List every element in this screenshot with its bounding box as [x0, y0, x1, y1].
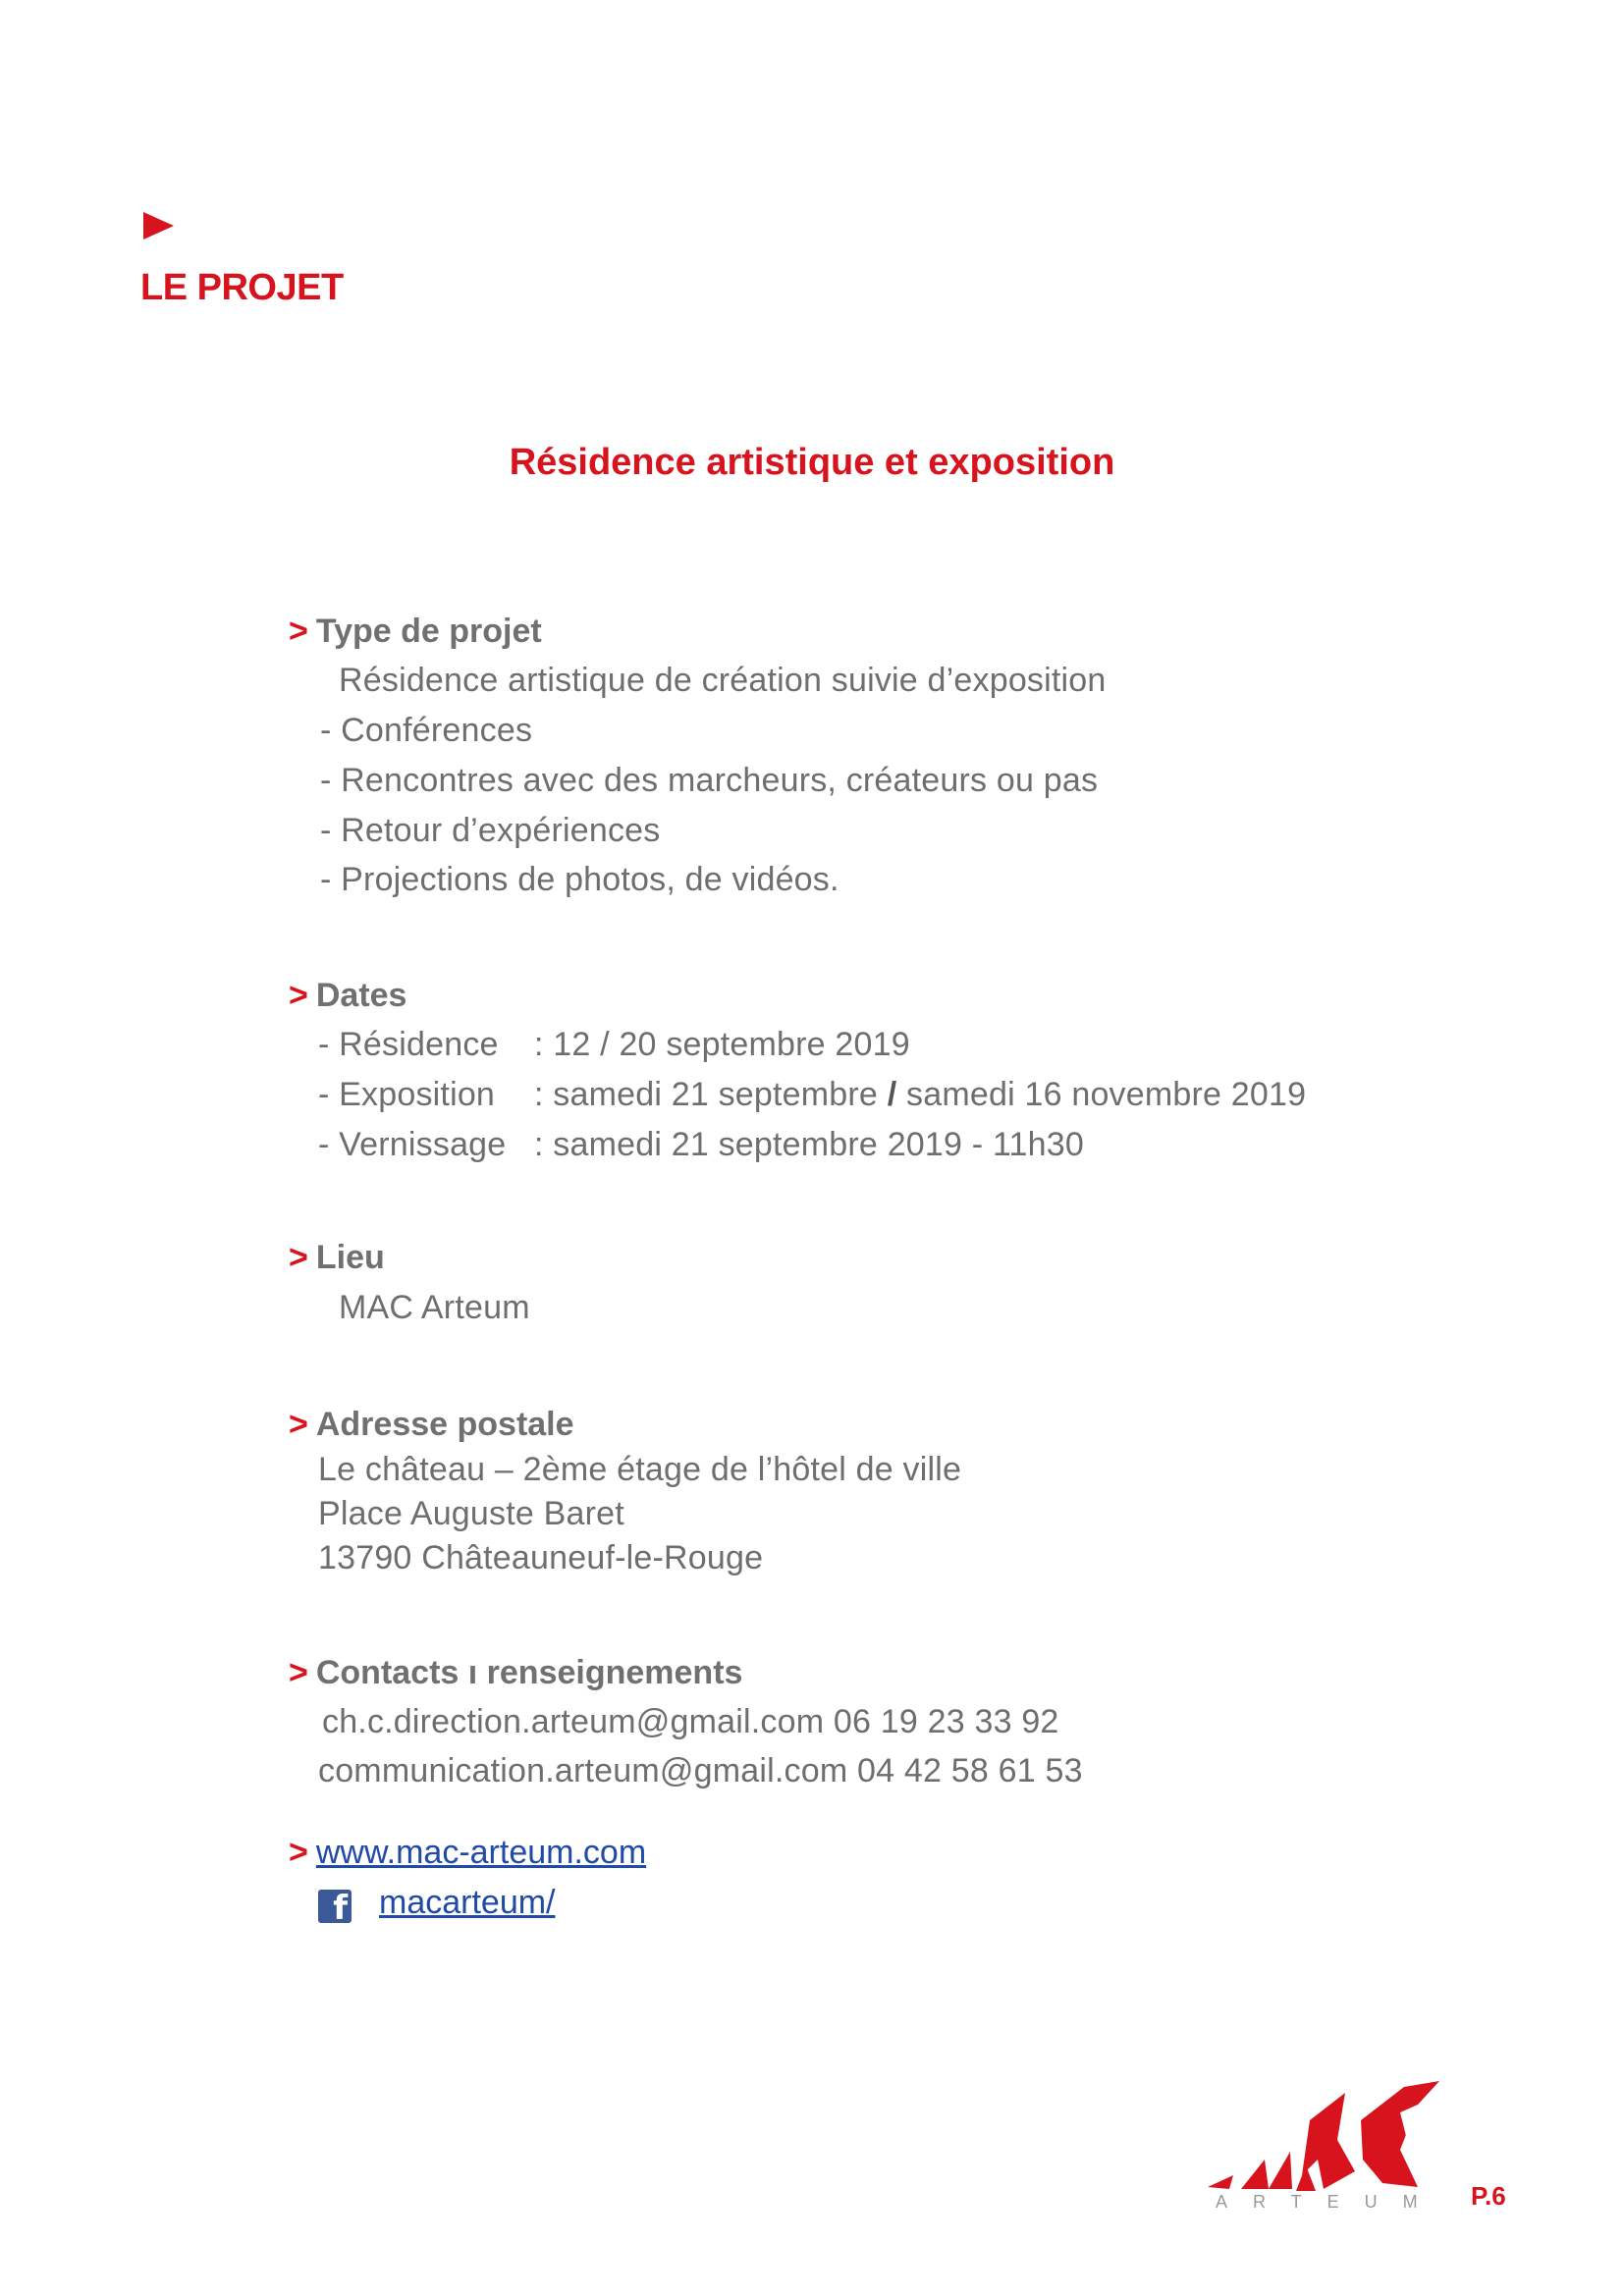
date-row-residence: - Résidence : 12 / 20 septembre 2019	[318, 1026, 910, 1063]
facebook-link[interactable]: macarteum/	[379, 1884, 556, 1921]
list-item: - Conférences	[320, 712, 533, 749]
address-line: Le château – 2ème étage de l’hôtel de ville	[318, 1451, 962, 1488]
heading-type-projet: > Type de projet	[289, 613, 542, 650]
list-item: - Rencontres avec des marcheurs, créateurs ou pas	[320, 762, 1099, 799]
heading-dates: > Dates	[289, 977, 407, 1014]
list-item: - Retour d’expériences	[320, 812, 661, 849]
heading-marker: >	[289, 1406, 308, 1443]
heading-marker: >	[289, 1239, 308, 1276]
facebook-glyph: f	[333, 1890, 348, 1923]
page-number: P.6	[1471, 2181, 1506, 2211]
page-subtitle: Résidence artistique et exposition	[509, 442, 1115, 483]
contact-line: ch.c.direction.arteum@gmail.com 06 19 23 33 92	[322, 1703, 1059, 1740]
list-item: - Projections de photos, de vidéos.	[320, 861, 839, 898]
lieu-value: MAC Arteum	[339, 1289, 530, 1326]
heading-marker: >	[289, 1834, 308, 1871]
type-intro: Résidence artistique de création suivie d’exposition	[339, 662, 1107, 699]
heading-adresse: > Adresse postale	[289, 1406, 574, 1443]
heading-marker: >	[289, 1654, 308, 1691]
logo-subtitle: ARTEUM	[1216, 2192, 1443, 2212]
heading-marker: >	[289, 613, 308, 650]
address-line: Place Auguste Baret	[318, 1495, 624, 1532]
heading-contacts: > Contacts ı renseignements	[289, 1654, 743, 1691]
website-link[interactable]: www.mac-arteum.com	[315, 1834, 647, 1871]
section-title: LE PROJET	[140, 267, 344, 308]
address-line: 13790 Châteauneuf-le-Rouge	[318, 1539, 764, 1576]
facebook-icon[interactable]	[318, 1890, 352, 1923]
heading-marker: >	[289, 977, 308, 1014]
date-row-vernissage: - Vernissage : samedi 21 septembre 2019 - 11h30	[318, 1126, 1084, 1163]
contact-line: communication.arteum@gmail.com 04 42 58 61 53	[318, 1752, 1083, 1789]
arrow-marker-icon	[143, 212, 174, 240]
date-row-exposition: - Exposition : samedi 21 septembre / samedi 16 novembre 2019	[318, 1076, 1307, 1113]
heading-lieu: > Lieu	[289, 1239, 385, 1276]
website-row	[289, 1834, 646, 1872]
